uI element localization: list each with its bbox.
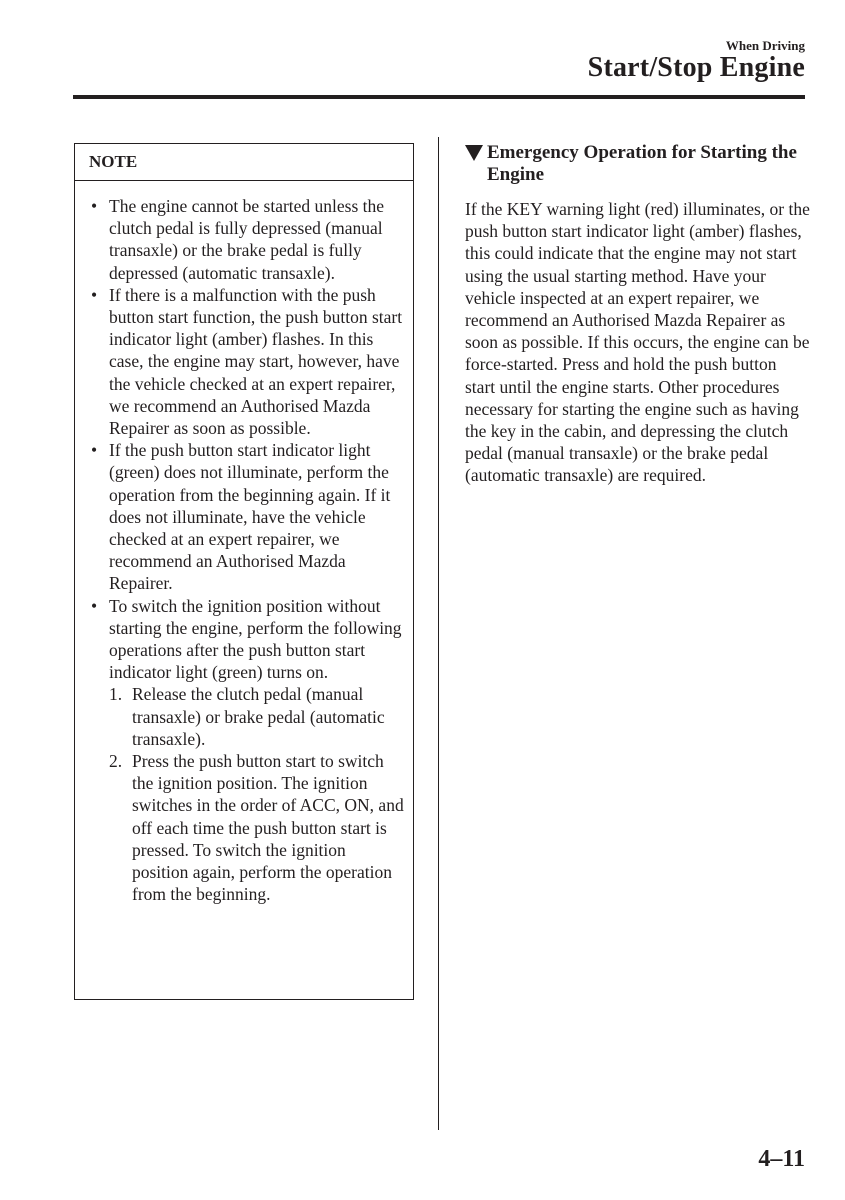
note-item-text: If the push button start indicator light (green) does not illuminate, perform the operation from the beginning again. If it does not illuminate, have the vehicle checked at an expert repairer, we recommend an Authorised Mazda Repairer. [109,440,391,594]
step-number: 1. [109,684,123,705]
bullet-icon: • [91,284,98,305]
note-box [74,143,414,1000]
step-item [109,683,405,750]
column-divider [438,137,439,1130]
step-number: 2. [109,751,123,772]
step-text: Press the push button start to switch the ignition position. The ignition switches in the order of ACC, ON, and off each time the push button start is pressed. To switch the ignition position again, perform the operation from the beginning. [132,751,404,905]
emergency-heading [465,142,810,186]
note-item-text: If there is a malfunction with the push button start function, the push button start indicator light (amber) flashes. In this case, the engine may start, however, have the vehicle checked at an expert repairer, we recommend an Authorised Mazda Repairer as soon as possible. [109,284,403,439]
note-list [75,181,413,906]
bullet-icon: • [91,440,98,461]
triangle-down-icon [465,145,483,161]
bullet-icon: • [91,595,98,616]
note-item [75,439,413,594]
bullet-icon: • [91,196,98,216]
note-item-text: The engine cannot be started unless the clutch pedal is fully depressed (manual transaxle) or the brake pedal is fully depressed (automatic transaxle). [109,196,385,283]
step-text: Release the clutch pedal (manual transaxle) or brake pedal (automatic transaxle). [132,684,385,749]
page-title: Start/Stop Engine [587,52,805,83]
section-label: When Driving [725,38,805,53]
note-item-text: To switch the ignition position without starting the engine, perform the following operations after the push button start indicator light (green) turns on. [109,595,402,683]
note-heading: NOTE [75,144,413,181]
note-item [75,595,413,906]
note-item [75,195,413,284]
note-item [75,284,413,439]
header-rule [73,95,805,99]
step-list [109,683,405,905]
emergency-heading-text: Emergency Operation for Starting the Engine [487,142,797,185]
page-number: 4–11 [758,1146,805,1172]
emergency-section [465,142,810,487]
step-item [109,750,405,905]
emergency-body: If the KEY warning light (red) illuminates, or the push button start indicator light (amber) flashes, this could indicate that the engine may not start using the usual starting method. Have your vehicle inspected at an expert repairer, we recommend an Authorised Mazda Repairer as soon as possible. If this occurs, the engine can be force-started. Press and hold the push button start until the engine starts. Other procedures necessary for starting the engine such as having the key in the cabin, and depressing the clutch pedal (manual transaxle) or the brake pedal (automatic transaxle) are required. [465,199,810,486]
